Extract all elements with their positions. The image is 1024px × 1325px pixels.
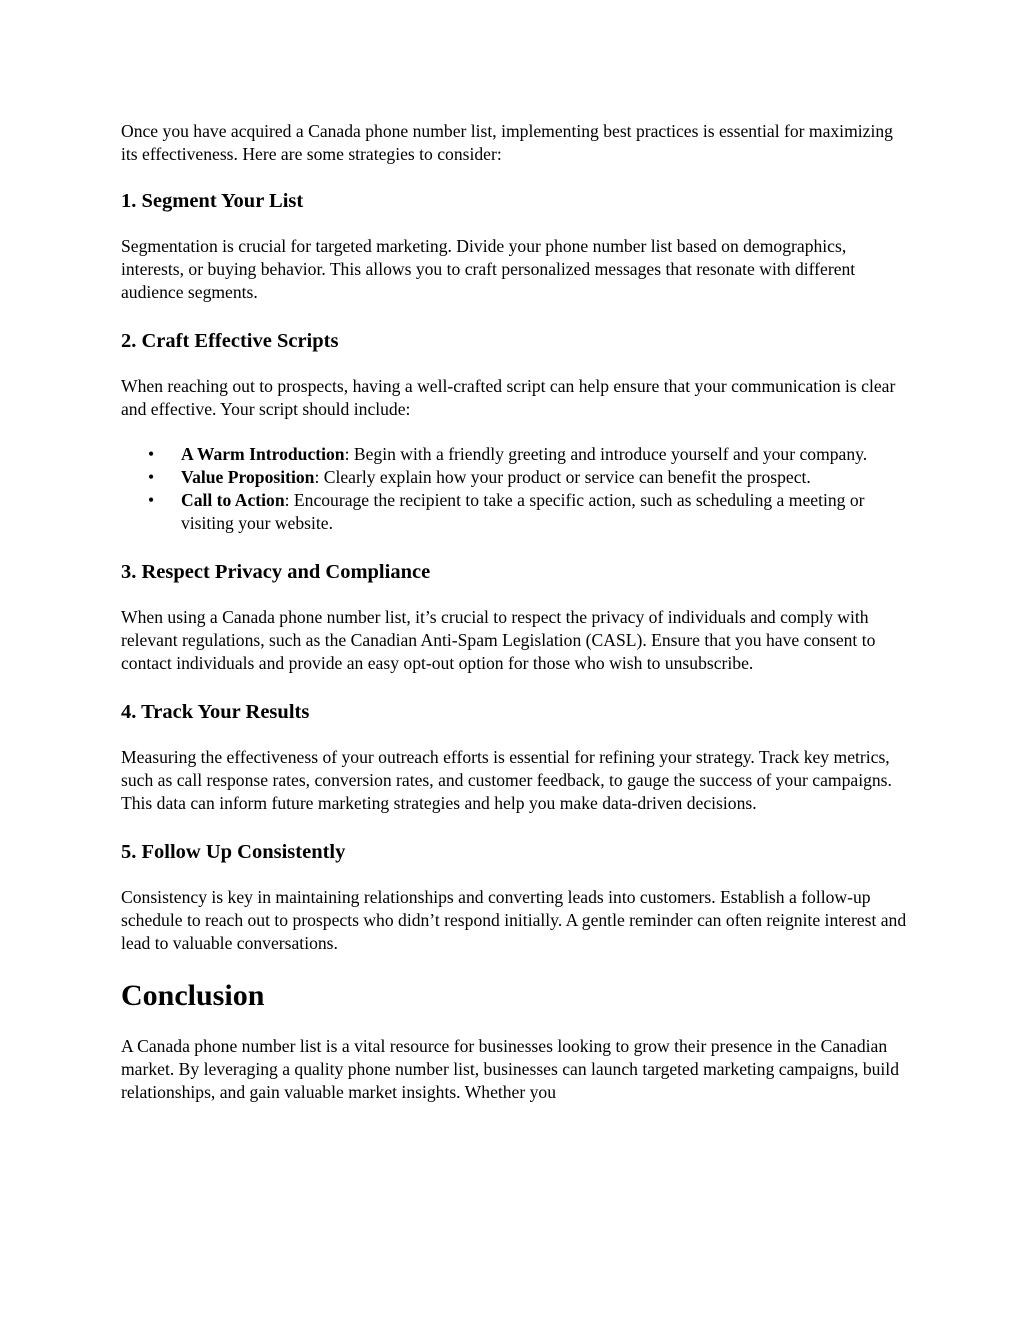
bullet-term: Call to Action [181, 490, 285, 510]
section-heading-follow-up: 5. Follow Up Consistently [121, 841, 346, 863]
bullet-icon: • [148, 444, 155, 464]
intro-paragraph: Once you have acquired a Canada phone number list, implementing best practices is essential for maximizing its effectiveness. Here are some strategies to consider: [121, 121, 893, 164]
bullet-item-warm-introduction [121, 443, 911, 466]
bullet-term: A Warm Introduction [181, 444, 345, 464]
section-body-segment: Segmentation is crucial for targeted marketing. Divide your phone number list based on demographics, interests, or buying behavior. This allows you to craft personalized messages that resonate with different audience segments. [121, 236, 856, 302]
conclusion-heading: Conclusion [121, 979, 265, 1012]
bullet-icon: • [148, 490, 155, 510]
bullet-text: : Clearly explain how your product or service can benefit the prospect. [314, 467, 811, 487]
bullet-text: : Begin with a friendly greeting and introduce yourself and your company. [344, 444, 868, 464]
section-body-privacy: When using a Canada phone number list, it’s crucial to respect the privacy of individuals and comply with relevant regulations, such as the Canadian Anti-Spam Legislation (CASL). Ensure that you have consent to contact individuals and provide an easy opt-out option for those who wish to unsubscribe. [121, 607, 876, 673]
bullet-text: : Encourage the recipient to take a specific action, such as scheduling a meeting or visiting your website. [181, 490, 865, 533]
bullet-icon: • [148, 467, 155, 487]
section-heading-privacy: 3. Respect Privacy and Compliance [121, 561, 431, 583]
bullet-term: Value Proposition [181, 467, 315, 487]
conclusion-body: A Canada phone number list is a vital resource for businesses looking to grow their presence in the Canadian market. By leveraging a quality phone number list, businesses can launch targeted marketing campaigns, build relationships, and gain valuable market insights. Whether you [121, 1036, 899, 1102]
script-bullet-list [121, 443, 911, 535]
section-body-follow-up: Consistency is key in maintaining relationships and converting leads into customers. Establish a follow-up schedule to reach out to prospects who didn’t respond initially. A gentle reminder can often reignite interest and lead to valuable conversations. [121, 887, 907, 953]
section-heading-segment: 1. Segment Your List [121, 190, 304, 212]
section-heading-scripts: 2. Craft Effective Scripts [121, 330, 339, 352]
section-heading-track: 4. Track Your Results [121, 701, 310, 723]
section-body-scripts: When reaching out to prospects, having a well-crafted script can help ensure that your communication is clear and effective. Your script should include: [121, 376, 896, 419]
document-page [121, 120, 911, 1104]
section-body-track: Measuring the effectiveness of your outreach efforts is essential for refining your strategy. Track key metrics, such as call response rates, conversion rates, and customer feedback, to gauge the success of your campaigns. This data can inform future marketing strategies and help you make data-driven decisions. [121, 747, 892, 813]
bullet-item-value-proposition [121, 466, 911, 489]
bullet-item-call-to-action [121, 489, 911, 535]
